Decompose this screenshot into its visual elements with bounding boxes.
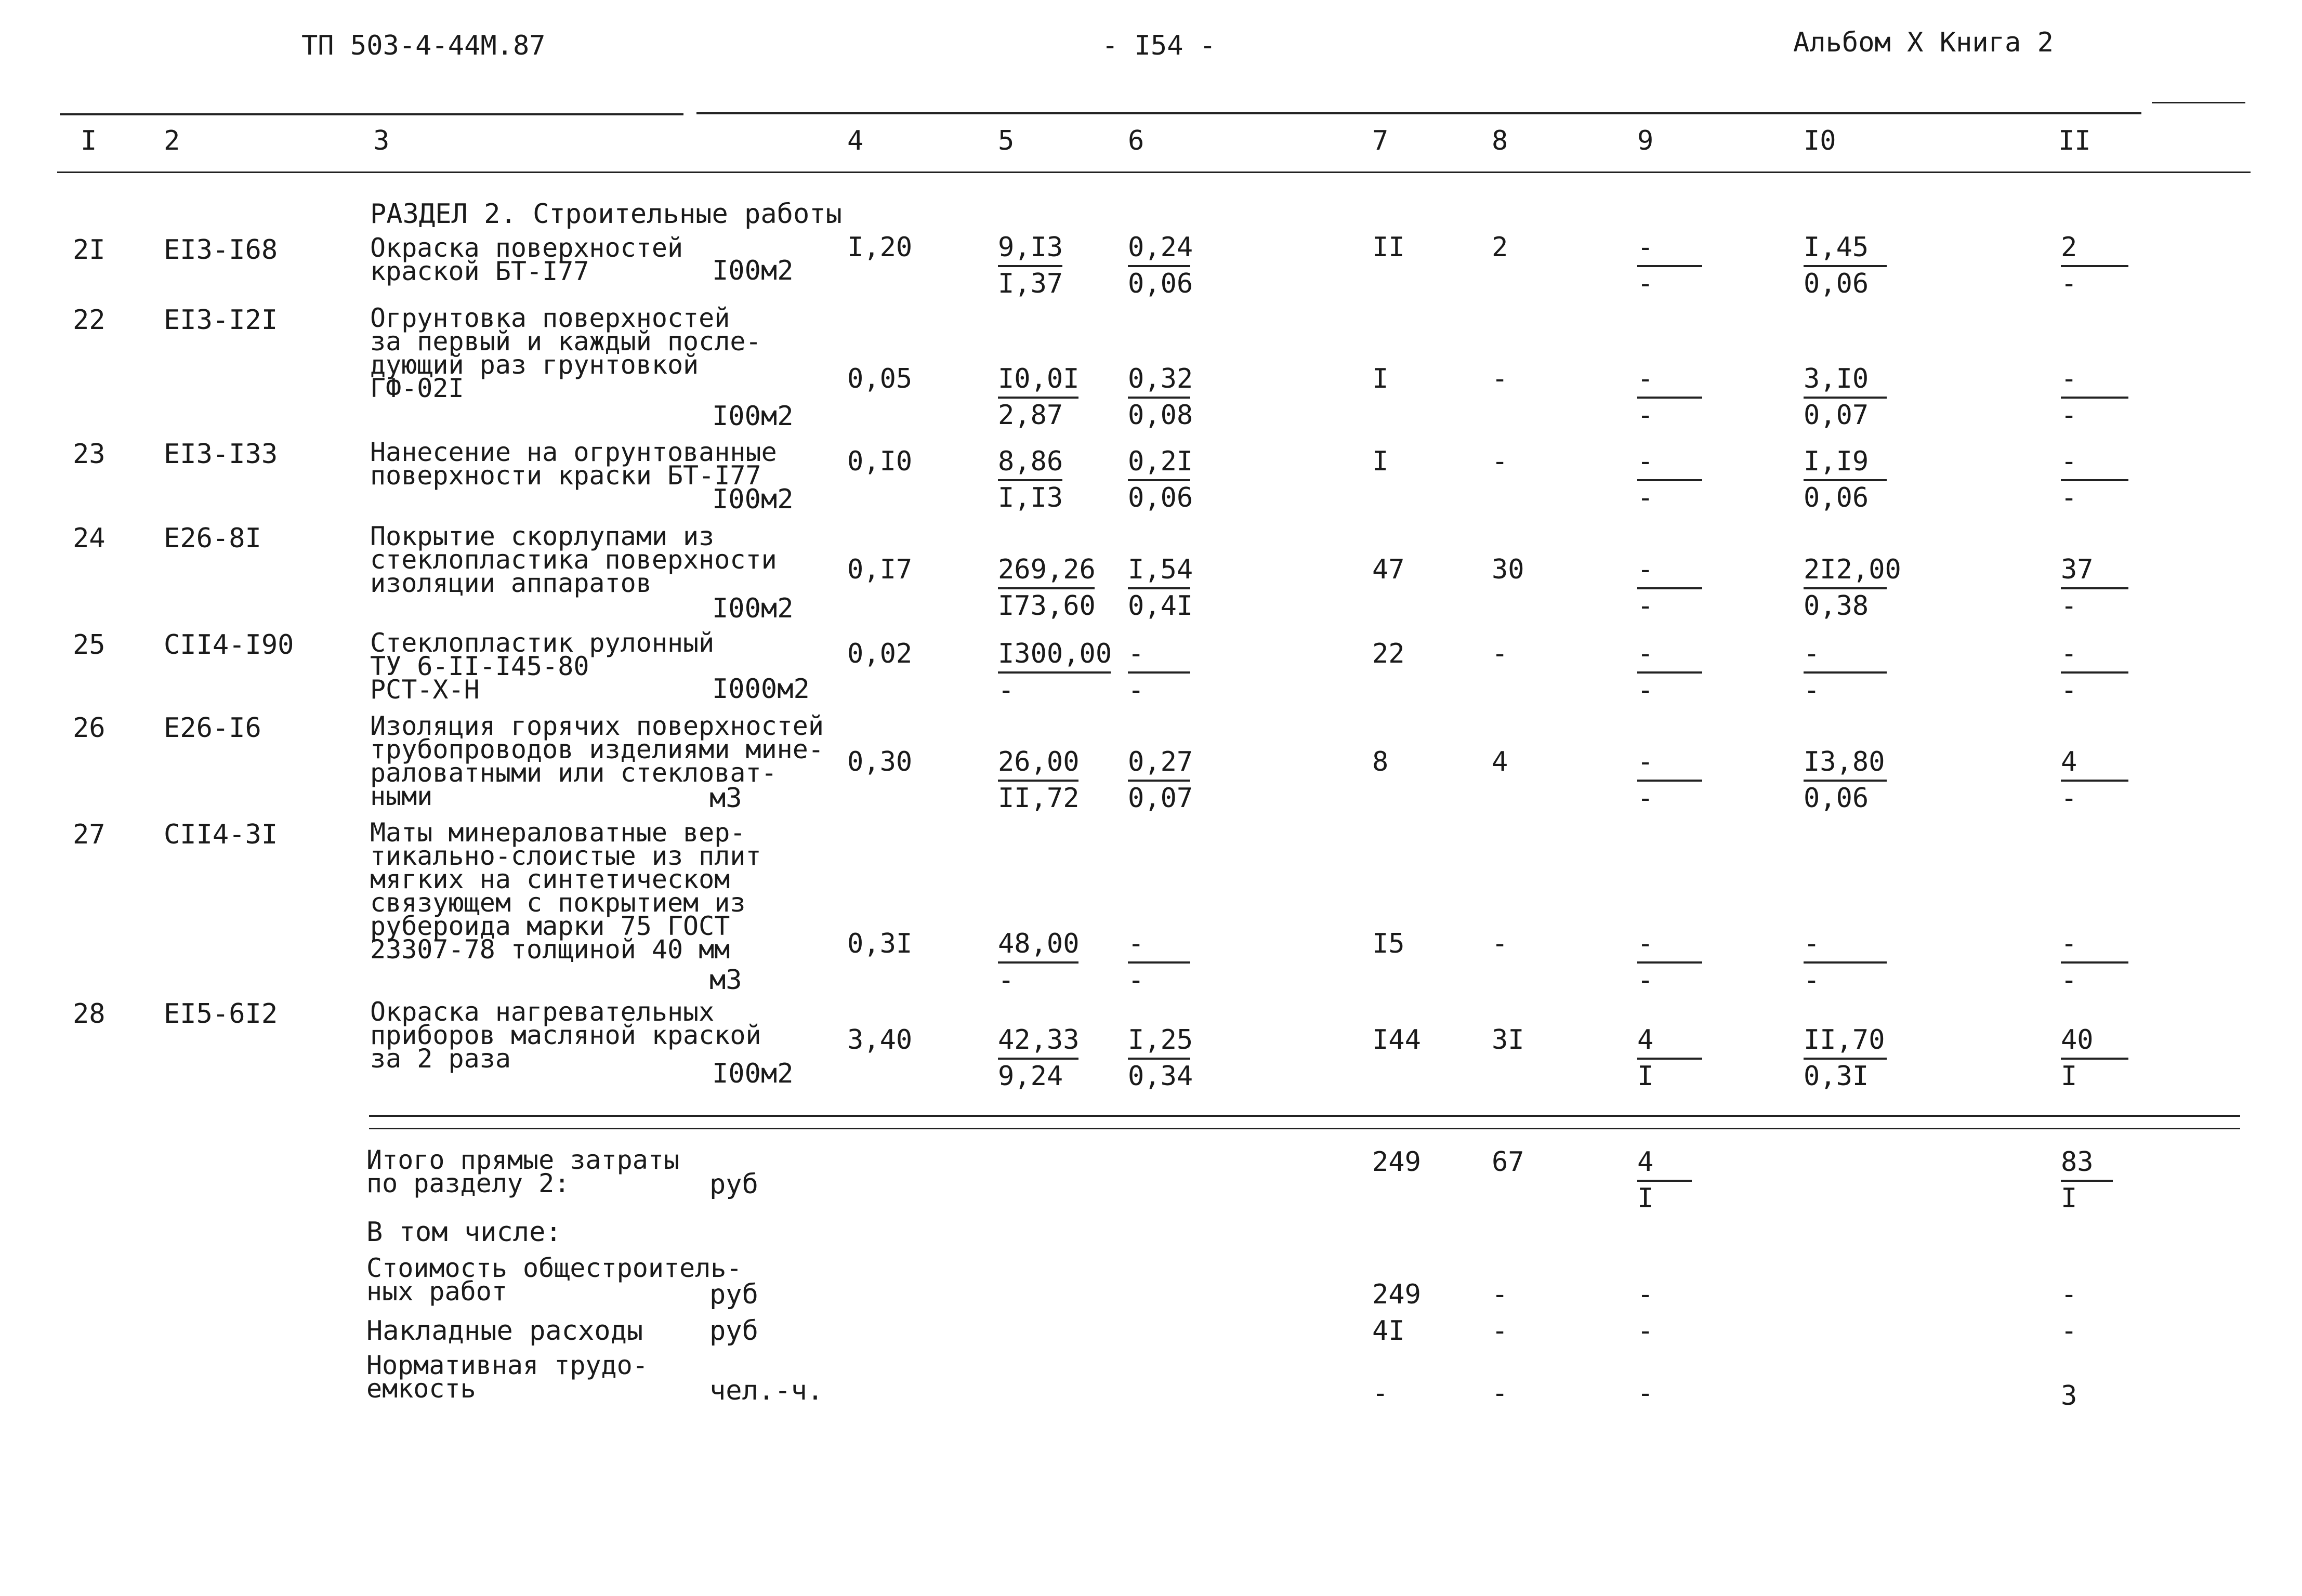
row-26-description: Изоляция горячих поверхностей трубопроводов изделиями мине- раловатными или стекловат- ными (370, 711, 824, 811)
row-27-col9-fraction-bar (1637, 961, 1702, 964)
row-22-number: 22 (73, 305, 106, 336)
row-25-description: Стеклопластик рулонный ТУ 6-II-I45-80 РСТ-Х-Н (370, 628, 715, 705)
overhead-col8: - (1492, 1315, 1508, 1347)
row-2I-col11-top: 2 (2061, 232, 2077, 263)
row-28-col10-fraction-bar (1804, 1058, 1887, 1060)
overhead-col7: 4I (1372, 1315, 1405, 1347)
row-23-description: Нанесение на огрунтованные поверхности краски БТ-I77 (370, 437, 777, 491)
row-24-col11-bottom: - (2061, 590, 2077, 622)
row-26-col11-top: 4 (2061, 746, 2077, 777)
row-2I-col5-bottom: I,37 (998, 268, 1063, 299)
row-23-col10-bottom: 0,06 (1804, 482, 1869, 513)
row-26-col5-top: 26,00 (998, 746, 1080, 777)
row-27-col11-fraction-bar (2061, 961, 2128, 964)
row-22-col5-fraction-bar (998, 397, 1078, 399)
row-26-col6-fraction-bar (1128, 780, 1190, 782)
totals-col11-top: 83 (2061, 1146, 2094, 1178)
row-25-code: СII4-I90 (164, 629, 294, 661)
totals-col9-bottom: I (1637, 1183, 1654, 1214)
row-28-col5-top: 42,33 (998, 1024, 1080, 1056)
row-25-unit: I000м2 (712, 674, 810, 705)
album-label: Альбом X Книга 2 (1793, 27, 2054, 58)
row-27-col11-bottom: - (2061, 965, 2077, 996)
overhead-col11: - (2061, 1315, 2077, 1347)
row-22-col6-fraction-bar (1128, 397, 1190, 399)
row-23-col10-fraction-bar (1804, 479, 1887, 481)
row-24-col10-fraction-bar (1804, 587, 1887, 589)
labor-col11: 3 (2061, 1380, 2077, 1412)
row-2I-col11-bottom: - (2061, 268, 2077, 299)
row-24-col9-fraction-bar (1637, 587, 1702, 589)
labor-col9: - (1637, 1378, 1654, 1409)
row-25-col10-top: - (1804, 638, 1820, 669)
row-2I-col5-fraction-bar (998, 265, 1062, 267)
row-28-col8: 3I (1492, 1024, 1524, 1056)
row-23-code: ЕI3-I33 (164, 439, 278, 470)
row-25-col9-fraction-bar (1637, 671, 1702, 674)
overhead-label: Накладные расходы (366, 1315, 643, 1347)
row-26-col7: 8 (1372, 746, 1389, 777)
row-26-col8: 4 (1492, 746, 1508, 777)
row-23-col5-bottom: I,I3 (998, 482, 1063, 513)
column-header-1: I (81, 125, 97, 156)
row-23-col10-top: I,I9 (1804, 446, 1869, 477)
row-27-quantity: 0,3I (847, 928, 913, 959)
row-28-quantity: 3,40 (847, 1024, 913, 1056)
labor-col7: - (1372, 1378, 1389, 1409)
row-23-col11-top: - (2061, 446, 2077, 477)
row-24-code: Е26-8I (164, 523, 261, 554)
totals-unit: руб (709, 1169, 758, 1200)
totals-rule-2 (369, 1128, 2240, 1129)
totals-label: Итого прямые затраты по разделу 2: (366, 1145, 680, 1198)
column-header-6: 6 (1128, 125, 1145, 156)
header-rule-top-right (696, 112, 2141, 114)
row-22-col11-top: - (2061, 363, 2077, 394)
row-2I-col9-bottom: - (1637, 268, 1654, 299)
row-23-col6-top: 0,2I (1128, 446, 1193, 477)
row-27-col9-bottom: - (1637, 965, 1654, 996)
row-25-col5-top: I300,00 (998, 638, 1112, 669)
row-27-col7: I5 (1372, 928, 1405, 959)
row-22-unit: I00м2 (712, 401, 794, 432)
row-25-number: 25 (73, 629, 106, 661)
row-27-col5-fraction-bar (998, 961, 1078, 964)
row-27-col5-bottom: - (998, 965, 1015, 996)
row-2I-code: ЕI3-I68 (164, 234, 278, 266)
row-23-col8: - (1492, 446, 1508, 477)
row-25-col5-bottom: - (998, 675, 1015, 706)
row-24-col7: 47 (1372, 554, 1405, 585)
row-28-col11-top: 40 (2061, 1024, 2094, 1056)
row-24-col5-bottom: I73,60 (998, 590, 1096, 622)
row-24-col8: 30 (1492, 554, 1524, 585)
row-28-col7: I44 (1372, 1024, 1421, 1056)
row-22-col5-bottom: 2,87 (998, 400, 1063, 431)
row-24-col10-top: 2I2,00 (1804, 554, 1901, 585)
row-2I-col10-top: I,45 (1804, 232, 1869, 263)
header-rule-top-left (60, 113, 683, 115)
row-26-quantity: 0,30 (847, 746, 913, 777)
row-28-description: Окраска нагревательных приборов масляной краской за 2 раза (370, 997, 761, 1074)
row-25-col10-bottom: - (1804, 675, 1820, 706)
row-26-number: 26 (73, 713, 106, 744)
row-2I-col7: II (1372, 232, 1405, 263)
header-rule-bottom (57, 172, 2251, 173)
including-label: В том числе: (366, 1217, 562, 1248)
general-works-unit: руб (709, 1279, 758, 1310)
row-22-col10-top: 3,I0 (1804, 363, 1869, 394)
row-28-col6-bottom: 0,34 (1128, 1061, 1193, 1092)
row-24-col9-bottom: - (1637, 590, 1654, 622)
row-22-col9-top: - (1637, 363, 1654, 394)
row-24-col5-top: 269,26 (998, 554, 1096, 585)
row-25-col7: 22 (1372, 638, 1405, 669)
general-works-col9: - (1637, 1279, 1654, 1310)
row-25-col8: - (1492, 638, 1508, 669)
totals-col11-bottom: I (2061, 1183, 2077, 1214)
row-25-col11-bottom: - (2061, 675, 2077, 706)
totals-col7: 249 (1372, 1146, 1421, 1178)
row-23-col6-fraction-bar (1128, 479, 1190, 481)
row-25-quantity: 0,02 (847, 638, 913, 669)
totals-col11-fraction-bar (2061, 1180, 2113, 1182)
row-22-col11-fraction-bar (2061, 397, 2128, 399)
row-26-col9-top: - (1637, 746, 1654, 777)
general-works-col8: - (1492, 1279, 1508, 1310)
row-22-col7: I (1372, 363, 1389, 394)
header-rule-top-right-2 (2152, 102, 2245, 103)
row-28-col10-top: II,70 (1804, 1024, 1885, 1056)
row-25-col6-bottom: - (1128, 675, 1145, 706)
totals-col9-fraction-bar (1637, 1180, 1692, 1182)
row-24-col11-fraction-bar (2061, 587, 2128, 589)
row-26-col6-bottom: 0,07 (1128, 783, 1193, 814)
row-22-code: ЕI3-I2I (164, 305, 278, 336)
row-26-col9-fraction-bar (1637, 780, 1702, 782)
row-24-description: Покрытие скорлупами из стеклопластика поверхности изоляции аппаратов (370, 521, 777, 598)
row-24-col5-fraction-bar (998, 587, 1095, 589)
row-23-col7: I (1372, 446, 1389, 477)
row-26-col11-fraction-bar (2061, 780, 2128, 782)
totals-rule-1 (369, 1115, 2240, 1117)
row-27-col11-top: - (2061, 928, 2077, 959)
row-24-col6-fraction-bar (1128, 587, 1190, 589)
row-27-unit: м3 (709, 965, 742, 996)
document-code: ТП 503-4-44М.87 (301, 30, 546, 61)
row-26-col11-bottom: - (2061, 783, 2077, 814)
row-2I-col9-top: - (1637, 232, 1654, 263)
row-22-col9-bottom: - (1637, 400, 1654, 431)
row-22-col6-top: 0,32 (1128, 363, 1193, 394)
row-28-unit: I00м2 (712, 1058, 794, 1089)
column-header-7: 7 (1372, 125, 1389, 156)
page-number: - I54 - (1102, 30, 1216, 61)
row-28-col9-fraction-bar (1637, 1058, 1702, 1060)
row-27-col10-top: - (1804, 928, 1820, 959)
overhead-col9: - (1637, 1315, 1654, 1347)
row-24-number: 24 (73, 523, 106, 554)
row-22-col11-bottom: - (2061, 400, 2077, 431)
row-2I-col5-top: 9,I3 (998, 232, 1063, 263)
row-24-col11-top: 37 (2061, 554, 2094, 585)
row-24-quantity: 0,I7 (847, 554, 913, 585)
row-27-col6-bottom: - (1128, 965, 1145, 996)
row-22-quantity: 0,05 (847, 363, 913, 394)
row-26-col9-bottom: - (1637, 783, 1654, 814)
row-28-number: 28 (73, 998, 106, 1030)
row-28-col6-top: I,25 (1128, 1024, 1193, 1056)
row-26-col10-bottom: 0,06 (1804, 783, 1869, 814)
row-27-number: 27 (73, 819, 106, 850)
row-23-col9-bottom: - (1637, 482, 1654, 513)
row-27-col6-top: - (1128, 928, 1145, 959)
row-2I-quantity: I,20 (847, 232, 913, 263)
row-2I-col9-fraction-bar (1637, 265, 1702, 267)
row-2I-col6-fraction-bar (1128, 265, 1190, 267)
general-works-col7: 249 (1372, 1279, 1421, 1310)
row-23-col9-top: - (1637, 446, 1654, 477)
overhead-unit: руб (709, 1315, 758, 1347)
row-23-col5-top: 8,86 (998, 446, 1063, 477)
row-22-description: Огрунтовка поверхностей за первый и каждый после- дующий раз грунтовкой ГФ-02I (370, 303, 761, 403)
row-25-col5-fraction-bar (998, 671, 1111, 674)
totals-col8: 67 (1492, 1146, 1524, 1178)
row-2I-col11-fraction-bar (2061, 265, 2128, 267)
row-24-col9-top: - (1637, 554, 1654, 585)
row-2I-col10-bottom: 0,06 (1804, 268, 1869, 299)
row-24-col6-bottom: 0,4I (1128, 590, 1193, 622)
row-22-col6-bottom: 0,08 (1128, 400, 1193, 431)
row-27-col8: - (1492, 928, 1508, 959)
column-header-5: 5 (998, 125, 1015, 156)
row-23-col11-fraction-bar (2061, 479, 2128, 481)
row-27-col10-fraction-bar (1804, 961, 1887, 964)
row-25-col9-bottom: - (1637, 675, 1654, 706)
row-27-col6-fraction-bar (1128, 961, 1190, 964)
row-26-unit: м3 (709, 783, 742, 814)
row-26-col5-bottom: II,72 (998, 783, 1080, 814)
row-23-number: 23 (73, 439, 106, 470)
row-24-unit: I00м2 (712, 593, 794, 624)
row-24-col10-bottom: 0,38 (1804, 590, 1869, 622)
row-28-col9-bottom: I (1637, 1061, 1654, 1092)
row-27-description: Маты минераловатные вер- тикально-слоистые из плит мягких на синтетическом связующем с покрытием из рубероида марки 75 ГОСТ 23307-78 толщиной 40 мм (370, 817, 761, 965)
row-27-code: СII4-3I (164, 819, 278, 850)
row-22-col10-bottom: 0,07 (1804, 400, 1869, 431)
general-works-col11: - (2061, 1279, 2077, 1310)
row-24-col6-top: I,54 (1128, 554, 1193, 585)
row-25-col6-fraction-bar (1128, 671, 1190, 674)
row-2I-unit: I00м2 (712, 255, 794, 286)
row-2I-col6-bottom: 0,06 (1128, 268, 1193, 299)
row-22-col9-fraction-bar (1637, 397, 1702, 399)
column-header-3: 3 (373, 125, 390, 156)
column-header-11: II (2058, 125, 2091, 156)
row-2I-number: 2I (73, 234, 106, 266)
row-26-col10-top: I3,80 (1804, 746, 1885, 777)
row-28-col9-top: 4 (1637, 1024, 1654, 1056)
row-28-col11-fraction-bar (2061, 1058, 2128, 1060)
row-2I-col10-fraction-bar (1804, 265, 1887, 267)
column-header-10: I0 (1804, 125, 1836, 156)
labor-unit: чел.-ч. (709, 1375, 824, 1406)
labor-col8: - (1492, 1378, 1508, 1409)
row-26-col5-fraction-bar (998, 780, 1078, 782)
row-25-col11-fraction-bar (2061, 671, 2128, 674)
row-2I-col6-top: 0,24 (1128, 232, 1193, 263)
row-26-col10-fraction-bar (1804, 780, 1887, 782)
row-22-col10-fraction-bar (1804, 397, 1887, 399)
row-22-col5-top: I0,0I (998, 363, 1080, 394)
labor-label: Нормативная трудо- емкость (366, 1350, 648, 1404)
row-27-col10-bottom: - (1804, 965, 1820, 996)
row-2I-description: Окраска поверхностей краской БТ-I77 (370, 233, 683, 286)
general-works-label: Стоимость общестроитель- ных работ (366, 1253, 742, 1307)
row-23-col5-fraction-bar (998, 479, 1062, 481)
row-26-code: Е26-I6 (164, 713, 261, 744)
row-25-col10-fraction-bar (1804, 671, 1887, 674)
row-28-col10-bottom: 0,3I (1804, 1061, 1869, 1092)
row-23-unit: I00м2 (712, 484, 794, 515)
row-28-col5-bottom: 9,24 (998, 1061, 1063, 1092)
row-27-col9-top: - (1637, 928, 1654, 959)
row-23-col11-bottom: - (2061, 482, 2077, 513)
row-28-col6-fraction-bar (1128, 1058, 1190, 1060)
column-header-9: 9 (1637, 125, 1654, 156)
row-28-code: ЕI5-6I2 (164, 998, 278, 1030)
row-28-col11-bottom: I (2061, 1061, 2077, 1092)
section-title: РАЗДЕЛ 2. Строительные работы (370, 199, 842, 230)
row-25-col9-top: - (1637, 638, 1654, 669)
row-28-col5-fraction-bar (998, 1058, 1078, 1060)
row-25-col6-top: - (1128, 638, 1145, 669)
row-23-col6-bottom: 0,06 (1128, 482, 1193, 513)
column-header-2: 2 (164, 125, 180, 156)
row-22-col8: - (1492, 363, 1508, 394)
column-header-4: 4 (847, 125, 864, 156)
row-23-col9-fraction-bar (1637, 479, 1702, 481)
row-26-col6-top: 0,27 (1128, 746, 1193, 777)
row-2I-col8: 2 (1492, 232, 1508, 263)
column-header-8: 8 (1492, 125, 1508, 156)
row-25-col11-top: - (2061, 638, 2077, 669)
row-23-quantity: 0,I0 (847, 446, 913, 477)
totals-col9-top: 4 (1637, 1146, 1654, 1178)
row-27-col5-top: 48,00 (998, 928, 1080, 959)
